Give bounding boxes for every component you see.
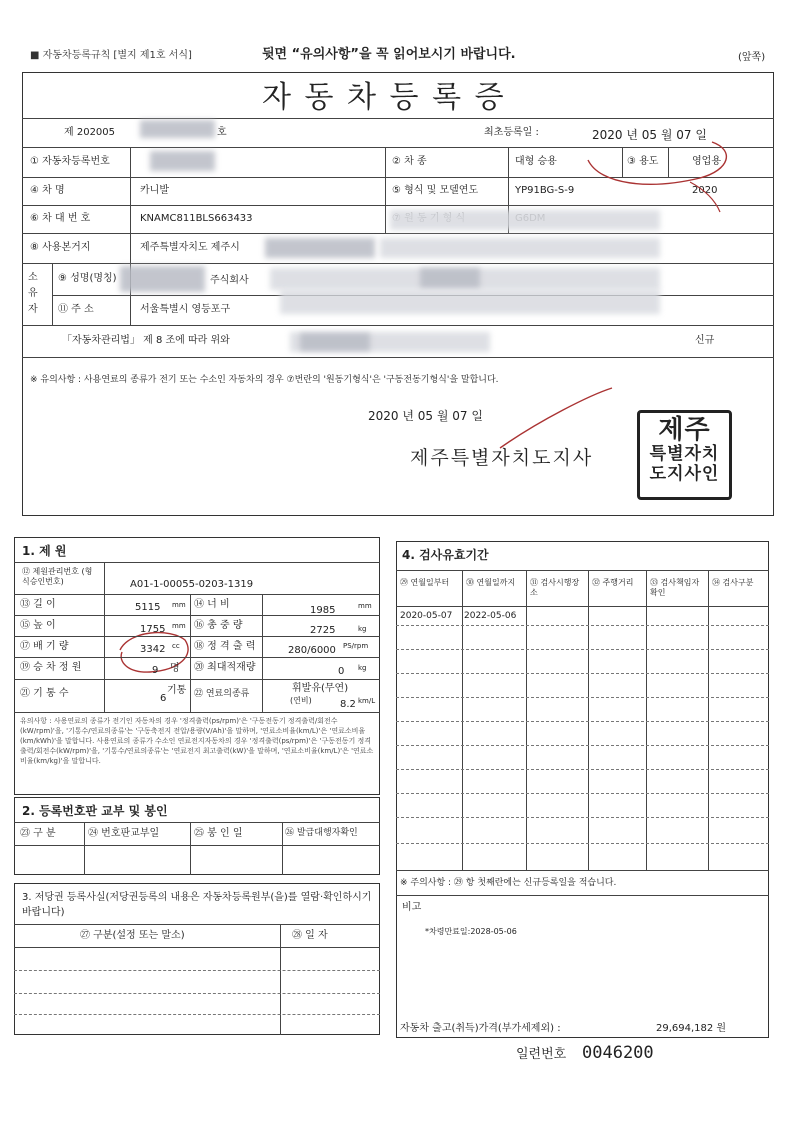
- form-reference: ■ 자동차등록규칙 [별지 제1호 서식]: [30, 50, 192, 61]
- cylinder-label: ㉑ 기 통 수: [20, 688, 69, 699]
- owner-address-value: 서울특별시 영등포구: [140, 304, 231, 315]
- inspection-col-inspector: ㉝ 검사책임자확인: [650, 578, 700, 597]
- issuer-name: 제주특별자치도지사: [410, 447, 594, 469]
- spec-number-value: A01-1-00055-0203-1319: [130, 579, 254, 590]
- location-label: ⑧ 사용본거지: [30, 242, 91, 253]
- inspection-col-place: ㉛ 검사시행장소: [530, 578, 580, 597]
- owner-group-label: 소 유 자: [28, 272, 38, 315]
- spec-row-value: 2725: [310, 625, 336, 636]
- inspection-note: ※ 주의사항 : ㉙ 항 첫째란에는 신규등록일을 적습니다.: [400, 878, 617, 888]
- vin-label: ⑥ 차 대 번 호: [30, 213, 91, 224]
- spec-row-unit: cc: [172, 642, 180, 650]
- new-registration-mark: 신규: [695, 335, 715, 346]
- doc-number-prefix: 제 202005: [64, 127, 116, 138]
- vehicle-type-value: 대형 승용: [515, 156, 557, 167]
- spec-row-value: 3342: [140, 644, 166, 655]
- plate-col-category: ㉓ 구 분: [20, 828, 56, 839]
- serial-label: 일련번호: [516, 1047, 567, 1062]
- spec-row-value: 1985: [310, 605, 336, 616]
- fuel-type-value: 휘발유(무연): [292, 683, 349, 694]
- vehicle-name-value: 카니발: [140, 185, 169, 196]
- spec-row-unit: 명: [170, 663, 180, 674]
- inspection-title: 4. 검사유효기간: [402, 548, 489, 562]
- fuel-efficiency-value: 8.2: [340, 699, 356, 710]
- spec-row-unit: kg: [358, 664, 367, 672]
- spec-row-unit: mm: [172, 622, 186, 630]
- inspection-col-to: ㉚ 연월일까지: [466, 578, 516, 587]
- spec-row-unit: mm: [172, 601, 186, 609]
- cylinder-value: 6: [160, 693, 167, 704]
- model-label: ⑤ 형식 및 모델연도: [392, 185, 479, 196]
- remarks-label: 비고: [402, 902, 422, 913]
- spec-row-label: ⑬ 길 이: [20, 599, 56, 610]
- plate-title: 2. 등록번호판 교부 및 봉인: [22, 804, 168, 818]
- model-value: YP91BG-S-9: [515, 185, 575, 196]
- reg-number-label: ① 자동차등록번호: [30, 156, 110, 167]
- spec-row-value: 1755: [140, 624, 166, 635]
- official-seal: 제주 특별자치 도지사인: [637, 410, 732, 500]
- caution-text: ※ 유의사항 : 사용연료의 종류가 전기 또는 수소인 자동차의 경우 ⑦번란의 '원동기형식'은 '구동전동기형식'을 말합니다.: [30, 375, 499, 385]
- spec-number-label: ⑫ 제원관리번호 (형식승인번호): [22, 567, 93, 586]
- plate-col-agent-check: ㉖ 발급대행자확인: [285, 828, 358, 838]
- spec-row-value: 280/6000: [288, 645, 336, 656]
- spec-row-label: ⑲ 승 차 정 원: [20, 662, 82, 673]
- fuel-efficiency-sublabel: (연비): [290, 696, 312, 705]
- vin-value: KNAMC811BLS663433: [140, 213, 253, 224]
- fuel-label: ㉒ 연료의종류: [194, 689, 250, 699]
- owner-name-label: ⑨ 성명(명칭): [58, 273, 117, 284]
- vehicle-use-label: ③ 용도: [627, 156, 659, 167]
- price-value: 29,694,182 원: [656, 1023, 727, 1034]
- inspection-from-date: 2020-05-07: [400, 611, 453, 621]
- law-text: 「자동차관리법」 제 8 조에 따라 위와: [62, 335, 230, 346]
- spec-row-unit: PS/rpm: [343, 642, 369, 650]
- notice-heading: 뒷면 “유의사항”을 꼭 읽어보시기 바랍니다.: [262, 47, 516, 62]
- remarks-value: *차령만료일:2028-05-06: [425, 927, 517, 936]
- spec-row-label: ⑳ 최대적재량: [194, 662, 256, 673]
- spec-row-label: ⑯ 총 중 량: [194, 620, 243, 631]
- spec-row-value: 5115: [135, 602, 161, 613]
- first-reg-label: 최초등록일 :: [484, 127, 539, 138]
- spec-row-unit: kg: [358, 625, 367, 633]
- mortgage-col-date: ㉘ 일 자: [292, 930, 328, 941]
- spec-row-value: 0: [338, 666, 345, 677]
- model-year: 2020: [692, 185, 718, 196]
- cylinder-unit: 기통: [167, 685, 187, 696]
- specs-title: 1. 제 원: [22, 544, 67, 558]
- first-reg-date: 2020 년 05 월 07 일: [592, 128, 707, 142]
- spec-row-value: 9: [152, 665, 159, 676]
- vehicle-use-value: 영업용: [692, 156, 721, 167]
- spec-row-label: ⑱ 정 격 출 력: [194, 641, 256, 652]
- vehicle-type-label: ② 차 종: [392, 156, 427, 167]
- vehicle-name-label: ④ 차 명: [30, 185, 65, 196]
- mortgage-col-type: ㉗ 구분(설정 또는 말소): [80, 930, 185, 941]
- issue-date: 2020 년 05 월 07 일: [368, 409, 483, 423]
- price-label: 자동차 출고(취득)가격(부가세제외) :: [400, 1023, 561, 1034]
- spec-row-label: ⑰ 배 기 량: [20, 641, 69, 652]
- plate-col-issue-date: ㉔ 번호판교부일: [88, 828, 160, 839]
- inspection-col-from: ㉙ 연월일부터: [400, 578, 450, 587]
- inspection-to-date: 2022-05-06: [464, 611, 517, 621]
- serial-number: 0046200: [582, 1043, 654, 1063]
- plate-col-seal-date: ㉕ 봉 인 일: [194, 828, 243, 839]
- specs-note: 유의사항 : 사용연료의 종류가 전기인 자동차의 경우 '정격출력(ps/rpm)'은 '구동전동기 정격출력/회전수(kW/rpm)'을, '기통수/연료의종류'는 '구동축전지 전압/용량(V/Ah)'을 말하며, '연료소비율(km/L)'은 '연료소비율(km/kWh)'을 말합니다. 사용연료의 종류가 수소인 연료전지자동차의 경우 '정격출력(ps/rpm)'은 '구동전동기 정격출력/회전수(kW/rpm)'을, '기통수/연료의종류'는 '연료전지 최고출력(kW)'을 말하며, '연료소비율(km/L)'은 '연료소비율(km/kg)'을 말합니다.: [20, 717, 374, 765]
- fuel-efficiency-unit: km/L: [358, 697, 376, 705]
- spec-row-label: ⑭ 너 비: [194, 599, 230, 610]
- spec-row-unit: mm: [358, 602, 372, 610]
- owner-name-value: 주식회사: [210, 275, 249, 286]
- owner-address-label: ⑪ 주 소: [58, 304, 94, 315]
- spec-row-label: ⑮ 높 이: [20, 620, 56, 631]
- document-title: 자 동 차 등 록 증: [262, 80, 506, 115]
- doc-number-suffix: 호: [217, 127, 227, 138]
- inspection-col-mileage: ㉜ 주행거리: [592, 578, 634, 587]
- location-value: 제주특별자치도 제주시: [140, 242, 240, 253]
- mortgage-title: 3. 저당권 등록사실(저당권등록의 내용은 자동차등록원부(을)를 열람·확인하시기 바랍니다): [22, 892, 372, 918]
- page-side-label: (앞쪽): [738, 52, 766, 63]
- inspection-col-kind: ㉞ 검사구분: [712, 578, 754, 587]
